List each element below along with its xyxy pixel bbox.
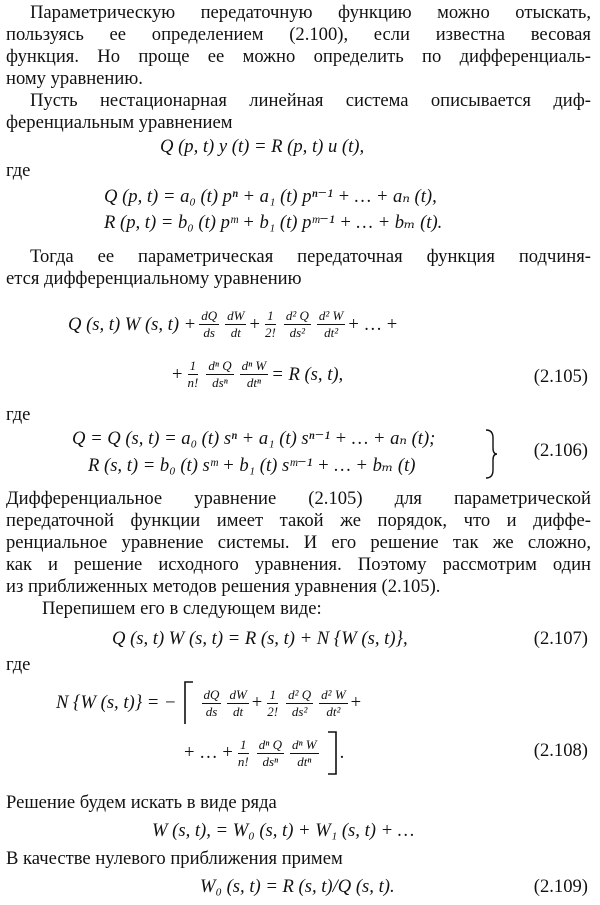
denominator: dtⁿ [297, 753, 312, 769]
numerator: d² Q [285, 308, 309, 323]
text-line: ренциальное уравнение системы. И его решение так же сложно, [6, 532, 591, 553]
eq-text: = R (s, t), [271, 363, 344, 385]
equation-2-105-line-1: Q (s, t) W (s, t) + $\frac{dQ}{ds}$ $\frac{dW}{dt}$ + $\frac{1}{2!}$ $\frac{\text{d² Q}}{\text{ds²}}$ $\frac{\text{d² W}}{\text{dt²}}$ + … + [68, 308, 398, 340]
right-bracket-icon [326, 730, 340, 776]
equation-2-108-line-1: N {W (s, t)} = − $\frac{dQ}{ds}$ $\frac{dW}{dt}$ + $\frac{1}{2!}$ $\frac{\text{d² Q}}{\text{ds²}}$ $\frac{\text{d² W}}{\text{dt²}}$ + [56, 680, 361, 726]
equation-Q-p: Q (p, t) = a₀ (t) pⁿ + a₁ (t) pⁿ⁻¹ + … + aₙ (t), [104, 186, 437, 207]
right-brace-icon [484, 428, 498, 480]
eq-text: + … + [348, 313, 398, 335]
denominator: 2! [264, 325, 276, 340]
denominator: dt² [326, 703, 341, 719]
text-line: Параметрическую передаточную функцию можно отыскать, [30, 2, 591, 23]
text-line: Перепишем его в следующем виде: [42, 598, 322, 619]
text-line: Тогда ее параметрическая передаточная функция подчиня- [30, 246, 591, 267]
denominator: dsⁿ [262, 753, 279, 769]
denominator: n! [187, 375, 199, 390]
text-line: Решение будем искать в виде ряда [6, 792, 277, 813]
equation-R-p: R (p, t) = b₀ (t) pᵐ + b₁ (t) pᵐ⁻¹ + … + bₘ (t). [104, 212, 443, 233]
equation-2-109: W₀ (s, t) = R (s, t)/Q (s, t). [200, 876, 395, 897]
denominator: dsⁿ [212, 375, 228, 390]
denominator: dt [230, 325, 241, 340]
fraction-d2W-dt2 [317, 308, 345, 341]
fraction-dnW-dtn [290, 737, 319, 770]
denominator: dtⁿ [246, 375, 262, 390]
numerator: dⁿ W [241, 358, 267, 373]
text-line: пользуясь ее определением (2.100), если известна весовая [6, 24, 591, 45]
equation-2-108-line-2: + … + $\frac{1}{n!}$ $\frac{\text{dⁿ Q}}{\text{dsⁿ}}$ $\frac{\text{dⁿ W}}{\text{dtⁿ}}$ . [184, 730, 344, 776]
denominator: dt² [324, 325, 339, 340]
fraction-dQ-ds [199, 308, 219, 341]
fraction-1-2 [265, 687, 280, 720]
where-label: где [6, 404, 31, 425]
numerator: dⁿ Q [258, 736, 282, 752]
fraction-dW-dt [227, 687, 248, 720]
equation-number-2-105: (2.105) [533, 366, 588, 387]
equation-number-2-107: (2.107) [533, 628, 588, 649]
numerator: 1 [240, 736, 247, 752]
text-line: ному уравнению. [6, 68, 143, 89]
eq-text: + … + [184, 742, 233, 763]
equation-2-106-R: R (s, t) = b₀ (t) sᵐ + b₁ (t) sᵐ⁻¹ + … + bₘ (t) [88, 455, 416, 476]
text-line: из приближенных методов решения уравнения (2.105). [6, 576, 441, 597]
numerator: dW [229, 686, 247, 702]
paragraph-1 [6, 2, 591, 90]
text-line: В качестве нулевого приближения примем [6, 848, 343, 869]
numerator: 1 [269, 686, 276, 702]
where-label: где [6, 160, 31, 181]
numerator: d² W [321, 686, 346, 702]
text-line: функция. Но проще ее можно определить по дифференциаль- [6, 46, 591, 67]
numerator: d² Q [288, 686, 312, 702]
equation-system: Q (p, t) y (t) = R (p, t) u (t), [160, 136, 365, 157]
text-line: Пусть нестационарная линейная система описывается диф- [30, 90, 591, 111]
denominator: ds² [291, 703, 308, 719]
text-line: как и решение исходного уравнения. Поэтому рассмотрим один [6, 554, 591, 575]
equation-2-105-line-2 [172, 358, 343, 391]
equation-number-2-108: (2.108) [533, 740, 588, 761]
numerator: 1 [189, 358, 197, 373]
eq-text: + [172, 363, 183, 385]
denominator: ds [203, 325, 215, 340]
where-label: где [6, 654, 31, 675]
denominator: dt [233, 703, 244, 719]
denominator: 2! [267, 703, 279, 719]
equation-2-106-Q: Q = Q (s, t) = a₀ (t) sⁿ + a₁ (t) sⁿ⁻¹ + … + aₙ (t); [72, 428, 436, 449]
denominator: n! [237, 753, 249, 769]
text-line: передаточной функции имеет такой же порядок, что и диффе- [6, 510, 591, 531]
fraction-dnQ-dsn [257, 737, 284, 770]
eq-text: N {W (s, t)} = − [56, 692, 177, 713]
equation-number-2-106: (2.106) [533, 440, 588, 461]
numerator: dQ [201, 308, 218, 323]
equation-number-2-109: (2.109) [533, 876, 588, 897]
denominator: ds [205, 703, 218, 719]
equation-2-107: Q (s, t) W (s, t) = R (s, t) + N {W (s, t)}, [112, 628, 408, 649]
fraction-d2Q-ds2 [284, 308, 311, 341]
numerator: dⁿ W [291, 736, 317, 752]
fraction-1-n [186, 358, 201, 391]
fraction-d2W-dt2 [319, 687, 347, 720]
fraction-1-n [236, 737, 251, 770]
paragraph-2 [6, 90, 591, 134]
denominator: ds² [289, 325, 306, 340]
numerator: d² W [318, 308, 344, 323]
fraction-dW-dt [225, 308, 246, 341]
equation-series: W (s, t), = W₀ (s, t) + W₁ (s, t) + … [152, 820, 415, 841]
numerator: dⁿ Q [208, 358, 232, 373]
numerator: dW [227, 308, 245, 323]
numerator: 1 [267, 308, 274, 323]
numerator: dQ [203, 686, 220, 702]
text-line: ференциальным уравнением [6, 112, 233, 133]
paragraph-3 [6, 246, 591, 290]
fraction-1-2 [263, 308, 278, 341]
fraction-dnQ-dsn [206, 358, 233, 391]
left-bracket-icon [181, 680, 195, 726]
text-line: ется дифференциальному уравнению [6, 268, 302, 289]
eq-text: Q (s, t) W (s, t) + [68, 313, 197, 335]
eq-text: + [350, 692, 362, 713]
paragraph-4 [6, 488, 591, 598]
fraction-d2Q-ds2 [286, 687, 313, 720]
fraction-dQ-ds [202, 687, 222, 720]
fraction-dnW-dtn [240, 358, 269, 391]
text-line: Дифференциальное уравнение (2.105) для параметрической [6, 488, 591, 509]
